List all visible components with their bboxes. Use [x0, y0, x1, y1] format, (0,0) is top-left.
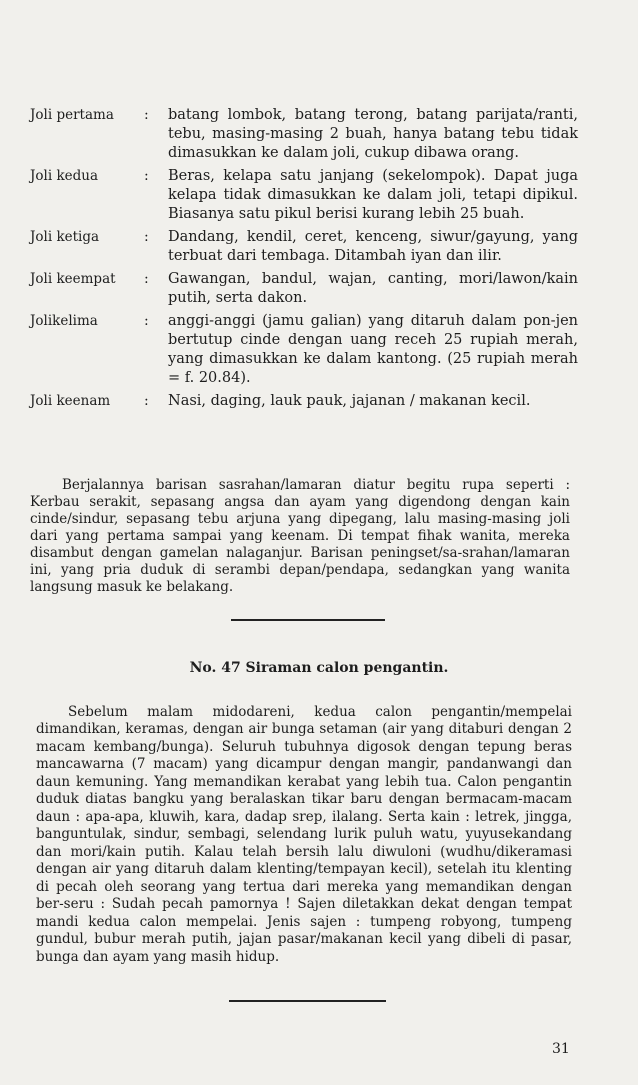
- page-number: 31: [552, 1041, 570, 1057]
- joli-row: [30, 228, 578, 266]
- body-paragraph: Berjalannya barisan sasrahan/lamaran diatur begitu rupa seperti : Kerbau serakit, sepasang angsa dan ayam yang digendong dengan kain cinde/sindur, sepasang tebu arjuna yang dipegang, lalu masing-masing joli dari yang pertama sampai yang keenam. Di tempat fihak wanita, mereka disambut dengan gamelan nalaganjur. Barisan peningset/sa-srahan/lamaran ini, yang pria duduk di serambi depan/pendapa, sedangkan yang wanita langsung masuk ke belakang.: [30, 476, 570, 595]
- joli-description: batang lombok, batang terong, batang parijata/ranti, tebu, masing-masing 2 buah, hanya batang tebu tidak dimasukkan ke dalam joli, cukup dibawa orang.: [168, 107, 578, 161]
- joli-colon: :: [144, 168, 149, 184]
- joli-row: [30, 392, 578, 411]
- joli-colon: :: [144, 271, 149, 287]
- joli-description: Gawangan, bandul, wajan, canting, mori/lawon/kain putih, serta dakon.: [168, 271, 578, 306]
- joli-description: Beras, kelapa satu janjang (sekelompok). Dapat juga kelapa tidak dimasukkan ke dalam joli, tetapi dipikul. Biasanya satu pikul berisi kurang lebih 25 buah.: [168, 168, 578, 222]
- joli-colon: :: [144, 107, 149, 123]
- joli-row: [30, 312, 578, 388]
- joli-description: Nasi, daging, lauk pauk, jajanan / makanan kecil.: [168, 393, 531, 409]
- joli-list: [30, 106, 578, 415]
- joli-colon: :: [144, 393, 149, 409]
- joli-description: Dandang, kendil, ceret, kenceng, siwur/gayung, yang terbuat dari tembaga. Ditambah iyan dan ilir.: [168, 229, 578, 264]
- joli-label: Joli ketiga: [30, 229, 100, 245]
- joli-label: Joli kedua: [30, 168, 99, 184]
- section-heading: No. 47 Siraman calon pengantin.: [189, 660, 449, 676]
- joli-label: Jolikelima: [30, 313, 98, 329]
- joli-colon: :: [144, 229, 149, 245]
- joli-label: Joli keempat: [30, 271, 116, 287]
- joli-description: anggi-anggi (jamu galian) yang ditaruh dalam pon-jen bertutup cinde dengan uang receh 25 rupiah merah, yang dimasukkan ke dalam kantong. (25 rupiah merah = f. 20.84).: [168, 313, 578, 386]
- joli-row: [30, 167, 578, 224]
- joli-colon: :: [144, 313, 149, 329]
- joli-row: [30, 270, 578, 308]
- joli-row: [30, 106, 578, 163]
- joli-label: Joli pertama: [30, 107, 114, 123]
- body-paragraph: Sebelum malam midodareni, kedua calon pengantin/mempelai dimandikan, keramas, dengan air bunga setaman (air yang ditaburi dengan 2 macam kembang/bunga). Seluruh tubuhnya digosok dengan tepung beras mancawarna (7 macam) yang dicampur dengan mangir, pandanwangi dan daun kemuning. Yang memandikan kerabat yang lebih tua. Calon pengantin duduk diatas bangku yang beralaskan tikar baru dengan bermacam-macam daun : apa-apa, kluwih, kara, dadap srep, ilalang. Serta kain : letrek, jingga, banguntulak, sindur, sembagi, selendang lurik puluh watu, yuyusekandang dan mori/kain putih. Kalau telah bersih lalu diwuloni (wudhu/dikeramasi dengan air yang ditaruh dalam klenting/tempayan kecil), setelah itu klenting di pecah oleh seorang yang tertua dari mereka yang memandikan dengan ber-seru : Sudah pecah pamornya ! Sajen diletakkan dekat dengan tempat mandi kedua calon mempelai. Jenis sajen : tumpeng robyong, tumpeng gundul, bubur merah putih, jajan pasar/makanan kecil yang dibeli di pasar, bunga dan ayam yang masih hidup.: [36, 703, 572, 965]
- section-divider: [231, 619, 385, 621]
- section-divider: [229, 1000, 386, 1002]
- joli-label: Joli keenam: [30, 393, 111, 409]
